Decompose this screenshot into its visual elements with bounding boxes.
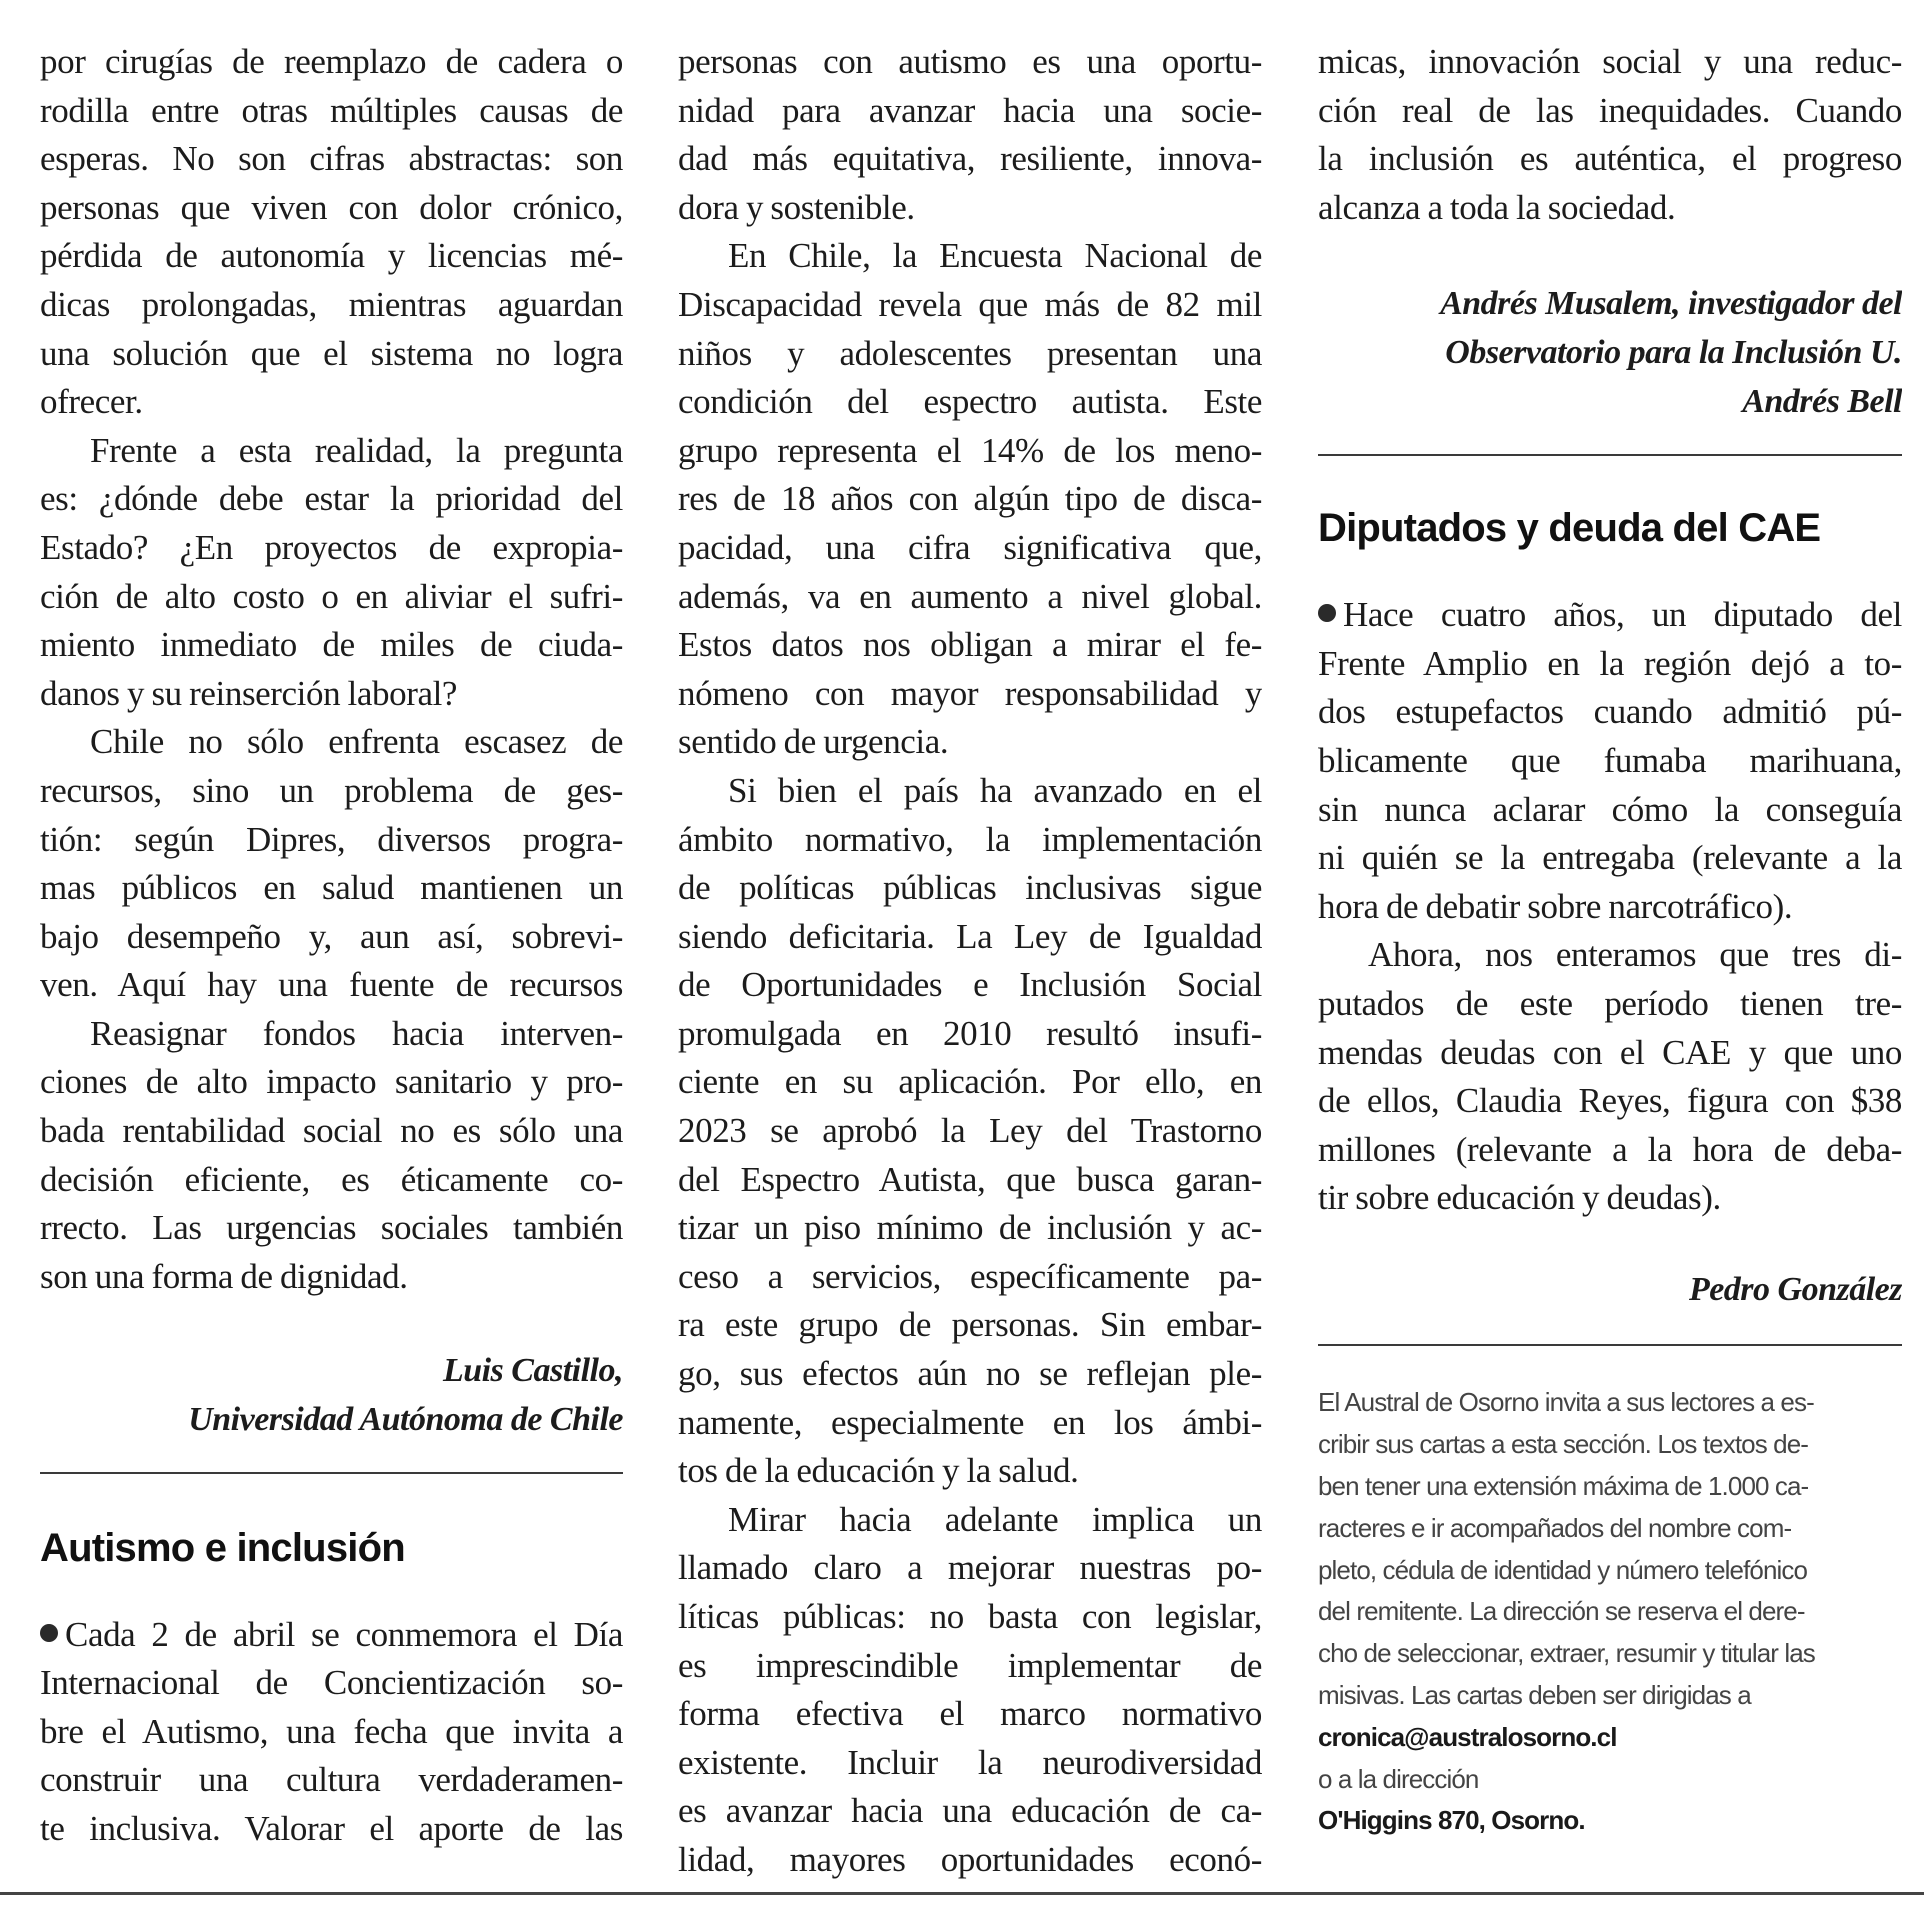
text-line: ámbito normativo, la implementación	[678, 819, 1262, 859]
text-line: personas que viven con dolor crónico,	[40, 187, 623, 227]
divider	[1318, 454, 1902, 456]
contact-email: cronica@australosorno.cl	[1318, 1721, 1617, 1752]
headline-autism: Autismo e inclusión	[40, 1525, 405, 1570]
author-signature	[1318, 280, 1902, 426]
text-line: blicamente que fumaba marihuana,	[1318, 740, 1902, 780]
text-line: pérdida de autonomía y licencias mé-	[40, 236, 623, 276]
text-line: siendo deficitaria. La Ley de Igualdad	[678, 916, 1262, 956]
text-line: ción real de las inequidades. Cuando	[1318, 90, 1902, 130]
text-line: llamado claro a mejorar nuestras po-	[678, 1548, 1262, 1588]
letter-autism-body-end	[1318, 38, 1902, 232]
column-2	[678, 38, 1262, 1885]
text-line: esperas. No son cifras abstractas: son	[40, 139, 623, 179]
notice-line: racteres e ir acompañados del nombre com-	[1318, 1512, 1792, 1543]
text-line: tir sobre educación y deudas).	[1318, 1178, 1721, 1218]
text-line: danos y su reinserción laboral?	[40, 673, 458, 713]
text-line: recursos, sino un problema de ges-	[40, 770, 623, 810]
text-line: lidad, mayores oportunidades econó-	[678, 1839, 1262, 1879]
text-line: es: ¿dónde debe estar la prioridad del	[40, 479, 623, 519]
notice-line: del remitente. La dirección se reserva el dere-	[1318, 1596, 1805, 1627]
text-line: es imprescindible implementar de	[678, 1645, 1262, 1685]
text-span: Cada 2 de abril se conmemora el Día	[65, 1614, 623, 1654]
text-line: namente, especialmente en los ámbi-	[678, 1402, 1262, 1442]
text-line: sin nunca aclarar cómo la conseguía	[1318, 789, 1902, 829]
headline-cae: Diputados y deuda del CAE	[1318, 506, 1821, 551]
text-line: promulgada en 2010 resultó insufi-	[678, 1013, 1262, 1053]
letter-autism-body	[40, 1611, 623, 1854]
text-line: hora de debatir sobre narcotráfico).	[1318, 886, 1793, 926]
letter-autism-body-continued	[678, 38, 1262, 1885]
submission-notice	[1318, 1382, 1902, 1842]
signature-line: Pedro González	[1688, 1270, 1902, 1308]
column-3	[1318, 38, 1902, 1842]
text-line: además, va en aumento a nivel global.	[678, 576, 1262, 616]
text-line: rrecto. Las urgencias sociales también	[40, 1208, 623, 1248]
text-line: grupo representa el 14% de los meno-	[678, 430, 1262, 470]
notice-line: o a la dirección	[1318, 1763, 1479, 1794]
author-signature	[40, 1347, 623, 1444]
text-line: bajo desempeño y, aun así, sobrevi-	[40, 916, 623, 956]
text-line: líticas públicas: no basta con legislar,	[678, 1597, 1262, 1636]
text-line: por cirugías de reemplazo de cadera o	[40, 42, 623, 81]
text-line: son una forma de dignidad.	[40, 1256, 408, 1296]
text-line: decisión eficiente, es éticamente co-	[40, 1159, 623, 1199]
text-line: mendas deudas con el CAE y que uno	[1318, 1032, 1902, 1072]
text-line: sentido de urgencia.	[678, 722, 949, 762]
column-1	[40, 38, 623, 1854]
text-line: condición del espectro autista. Este	[678, 382, 1262, 422]
text-line: mas públicos en salud mantienen un	[40, 868, 623, 908]
text-line: Reasignar fondos hacia interven-	[90, 1013, 623, 1053]
text-line: ciones de alto impacto sanitario y pro-	[40, 1062, 623, 1102]
text-line: del Espectro Autista, que busca garan-	[678, 1159, 1262, 1199]
text-line: Si bien el país ha avanzado en el	[728, 770, 1262, 810]
text-line: Discapacidad revela que más de 82 mil	[678, 284, 1262, 324]
text-line: dicas prolongadas, mientras aguardan	[40, 284, 623, 324]
text-line: bre el Autismo, una fecha que invita a	[40, 1711, 623, 1751]
letter-health-body	[40, 38, 623, 1301]
text-line: tos de la educación y la salud.	[678, 1451, 1079, 1491]
notice-line: misivas. Las cartas deben ser dirigidas a	[1318, 1680, 1751, 1711]
text-line: dad más equitativa, resiliente, innova-	[678, 139, 1262, 179]
bullet-icon	[1318, 604, 1336, 622]
text-line: millones (relevante a la hora de deba-	[1318, 1129, 1902, 1169]
notice-line: pleto, cédula de identidad y número telefónico	[1318, 1554, 1808, 1585]
text-line: Estos datos nos obligan a mirar el fe-	[678, 625, 1262, 665]
text-line: personas con autismo es una oportu-	[678, 42, 1262, 81]
text-line: tizar un piso mínimo de inclusión y ac-	[678, 1208, 1262, 1248]
text-line: ción de alto costo o en aliviar el sufri-	[40, 576, 623, 616]
text-line: de políticas públicas inclusivas sigue	[678, 868, 1262, 908]
text-line: niños y adolescentes presentan una	[678, 333, 1262, 373]
letter-cae-body	[1318, 591, 1902, 1223]
text-line: tión: según Dipres, diversos progra-	[40, 819, 623, 859]
text-line: Frente Amplio en la región dejó a to-	[1318, 643, 1902, 683]
text-span: Hace cuatro años, un diputado del	[1343, 595, 1902, 635]
notice-line: ben tener una extensión máxima de 1.000 ca-	[1318, 1471, 1809, 1502]
text-line: go, sus efectos aún no se reflejan ple-	[678, 1354, 1262, 1394]
signature-line: Andrés Musalem, investigador del	[1440, 285, 1902, 323]
text-line: dora y sostenible.	[678, 187, 915, 227]
text-line: ni quién se la entregaba (relevante a la	[1318, 838, 1902, 878]
text-line: miento inmediato de miles de ciuda-	[40, 625, 623, 665]
text-line: 2023 se aprobó la Ley del Trastorno	[678, 1111, 1262, 1151]
text-line: existente. Incluir la neurodiversidad	[678, 1742, 1262, 1782]
text-line: Internacional de Concientización so-	[40, 1663, 623, 1703]
signature-line: Andrés Bell	[1742, 382, 1902, 420]
text-line: alcanza a toda la sociedad.	[1318, 187, 1676, 227]
notice-line: El Austral de Osorno invita a sus lectores a es-	[1318, 1387, 1814, 1418]
text-line: nómeno con mayor responsabilidad y	[678, 673, 1262, 713]
text-line: forma efectiva el marco normativo	[678, 1694, 1262, 1734]
text-line: nidad para avanzar hacia una socie-	[678, 90, 1262, 130]
text-line: Mirar hacia adelante implica un	[728, 1499, 1262, 1539]
text-line: rodilla entre otras múltiples causas de	[40, 90, 623, 130]
text-line: te inclusiva. Valorar el aporte de las	[40, 1809, 623, 1848]
divider	[1318, 1344, 1902, 1346]
text-line: pacidad, una cifra significativa que,	[678, 527, 1262, 567]
page-bottom-rule	[0, 1892, 1924, 1895]
signature-line: Luis Castillo,	[442, 1352, 623, 1390]
text-line: ciente en su aplicación. Por ello, en	[678, 1062, 1262, 1102]
text-line: putados de este período tienen tre-	[1318, 983, 1902, 1023]
text-line: ofrecer.	[40, 382, 143, 422]
text-line: Chile no sólo enfrenta escasez de	[90, 722, 623, 762]
postal-address: O'Higgins 870, Osorno.	[1318, 1805, 1585, 1836]
text-line: una solución que el sistema no logra	[40, 333, 623, 373]
signature-line: Universidad Autónoma de Chile	[188, 1401, 623, 1439]
text-line: micas, innovación social y una reduc-	[1318, 42, 1902, 81]
signature-line: Observatorio para la Inclusión U.	[1445, 333, 1902, 371]
text-line: res de 18 años con algún tipo de disca-	[678, 479, 1262, 519]
divider	[40, 1472, 623, 1474]
text-line	[1318, 591, 1902, 640]
text-line: Ahora, nos enteramos que tres di-	[1368, 935, 1902, 975]
text-line	[40, 1611, 623, 1660]
notice-line: cribir sus cartas a esta sección. Los textos de-	[1318, 1429, 1809, 1460]
text-line: dos estupefactos cuando admitió pú-	[1318, 692, 1902, 732]
text-line: En Chile, la Encuesta Nacional de	[728, 236, 1262, 276]
text-line: Frente a esta realidad, la pregunta	[90, 430, 623, 470]
text-line: ra este grupo de personas. Sin embar-	[678, 1305, 1262, 1345]
text-line: bada rentabilidad social no es sólo una	[40, 1111, 623, 1151]
text-line: es avanzar hacia una educación de ca-	[678, 1791, 1262, 1831]
text-line: la inclusión es auténtica, el progreso	[1318, 139, 1902, 179]
author-signature	[1318, 1266, 1902, 1315]
text-line: construir una cultura verdaderamen-	[40, 1760, 623, 1800]
text-line: de Oportunidades e Inclusión Social	[678, 965, 1262, 1005]
notice-line: cho de seleccionar, extraer, resumir y titular las	[1318, 1638, 1815, 1669]
text-line: Estado? ¿En proyectos de expropia-	[40, 527, 623, 567]
text-line: de ellos, Claudia Reyes, figura con $38	[1318, 1081, 1902, 1121]
bullet-icon	[40, 1624, 58, 1642]
text-line: ceso a servicios, específicamente pa-	[678, 1256, 1262, 1296]
text-line: ven. Aquí hay una fuente de recursos	[40, 965, 623, 1005]
